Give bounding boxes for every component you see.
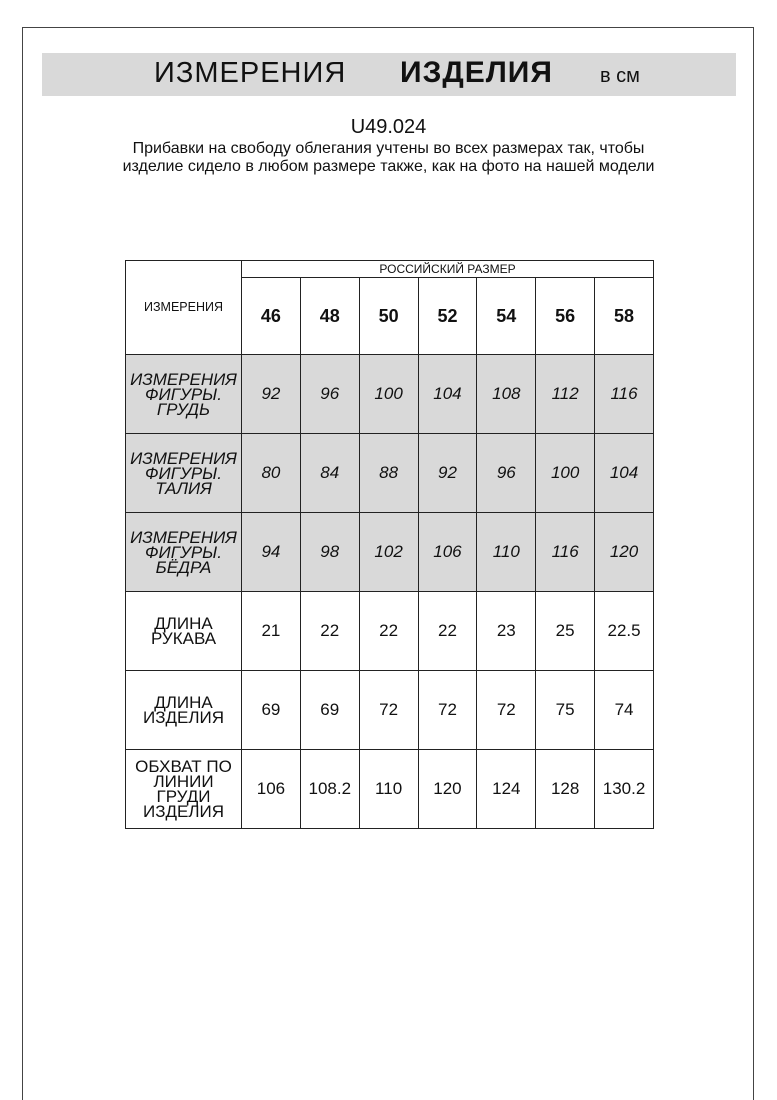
- table-cell: 102: [359, 513, 418, 592]
- table-row-hips: [126, 513, 654, 592]
- table-cell: 25: [536, 592, 595, 671]
- table-cell: 108.2: [300, 750, 359, 829]
- size-header: 56: [536, 278, 595, 355]
- table-cell: 80: [242, 434, 301, 513]
- title-garment: ИЗДЕЛИЯ: [400, 56, 553, 89]
- table-cell: 88: [359, 434, 418, 513]
- row-label: ДЛИНА РУКАВА: [126, 592, 242, 671]
- row-label: ИЗМЕРЕНИЯ ФИГУРЫ. БЁДРА: [126, 513, 242, 592]
- table-cell: 72: [477, 671, 536, 750]
- table-cell: 22: [300, 592, 359, 671]
- table-cell: 69: [242, 671, 301, 750]
- table-cell: 120: [595, 513, 654, 592]
- fit-note: Прибавки на свободу облегания учтены во всех размерах так, чтобы изделие сидело в любом размере также, как на фото на нашей модели: [122, 140, 655, 175]
- table-cell: 124: [477, 750, 536, 829]
- table-cell: 72: [359, 671, 418, 750]
- table-cell: 23: [477, 592, 536, 671]
- table-cell: 106: [242, 750, 301, 829]
- size-header: 48: [300, 278, 359, 355]
- row-label: ИЗМЕРЕНИЯ ФИГУРЫ. ГРУДЬ: [126, 355, 242, 434]
- table-cell: 84: [300, 434, 359, 513]
- size-header: 46: [242, 278, 301, 355]
- table-cell: 92: [418, 434, 477, 513]
- table-cell: 130.2: [595, 750, 654, 829]
- table-row-chest-girth: [126, 750, 654, 829]
- table-cell: 22: [418, 592, 477, 671]
- table-cell: 120: [418, 750, 477, 829]
- title-measurements: ИЗМЕРЕНИЯ: [154, 57, 347, 89]
- table-cell: 112: [536, 355, 595, 434]
- size-table: [125, 260, 654, 829]
- table-row-chest: [126, 355, 654, 434]
- table-cell: 108: [477, 355, 536, 434]
- label-header: ИЗМЕРЕНИЯ: [126, 261, 242, 355]
- table-cell: 72: [418, 671, 477, 750]
- table-cell: 100: [359, 355, 418, 434]
- size-header: 52: [418, 278, 477, 355]
- table-row-garment-length: [126, 671, 654, 750]
- table-cell: 22.5: [595, 592, 654, 671]
- table-cell: 74: [595, 671, 654, 750]
- size-group-header: РОССИЙСКИЙ РАЗМЕР: [242, 261, 654, 278]
- row-label: ИЗМЕРЕНИЯ ФИГУРЫ. ТАЛИЯ: [126, 434, 242, 513]
- title-unit: в см: [600, 65, 640, 87]
- table-cell: 110: [359, 750, 418, 829]
- size-header: 58: [595, 278, 654, 355]
- table-cell: 69: [300, 671, 359, 750]
- row-label: ОБХВАТ ПО ЛИНИИ ГРУДИ ИЗДЕЛИЯ: [126, 750, 242, 829]
- table-cell: 116: [595, 355, 654, 434]
- table-cell: 21: [242, 592, 301, 671]
- size-header: 54: [477, 278, 536, 355]
- table-cell: 94: [242, 513, 301, 592]
- article-number: U49.024: [350, 116, 427, 138]
- table-cell: 92: [242, 355, 301, 434]
- table-cell: 96: [300, 355, 359, 434]
- table-cell: 22: [359, 592, 418, 671]
- table-cell: 104: [595, 434, 654, 513]
- row-label: ДЛИНА ИЗДЕЛИЯ: [126, 671, 242, 750]
- table-cell: 100: [536, 434, 595, 513]
- table-row-sleeve-length: [126, 592, 654, 671]
- table-cell: 104: [418, 355, 477, 434]
- table-cell: 75: [536, 671, 595, 750]
- table-row-waist: [126, 434, 654, 513]
- table-cell: 96: [477, 434, 536, 513]
- table-cell: 110: [477, 513, 536, 592]
- table-cell: 116: [536, 513, 595, 592]
- table-cell: 128: [536, 750, 595, 829]
- table-cell: 106: [418, 513, 477, 592]
- size-header: 50: [359, 278, 418, 355]
- table-cell: 98: [300, 513, 359, 592]
